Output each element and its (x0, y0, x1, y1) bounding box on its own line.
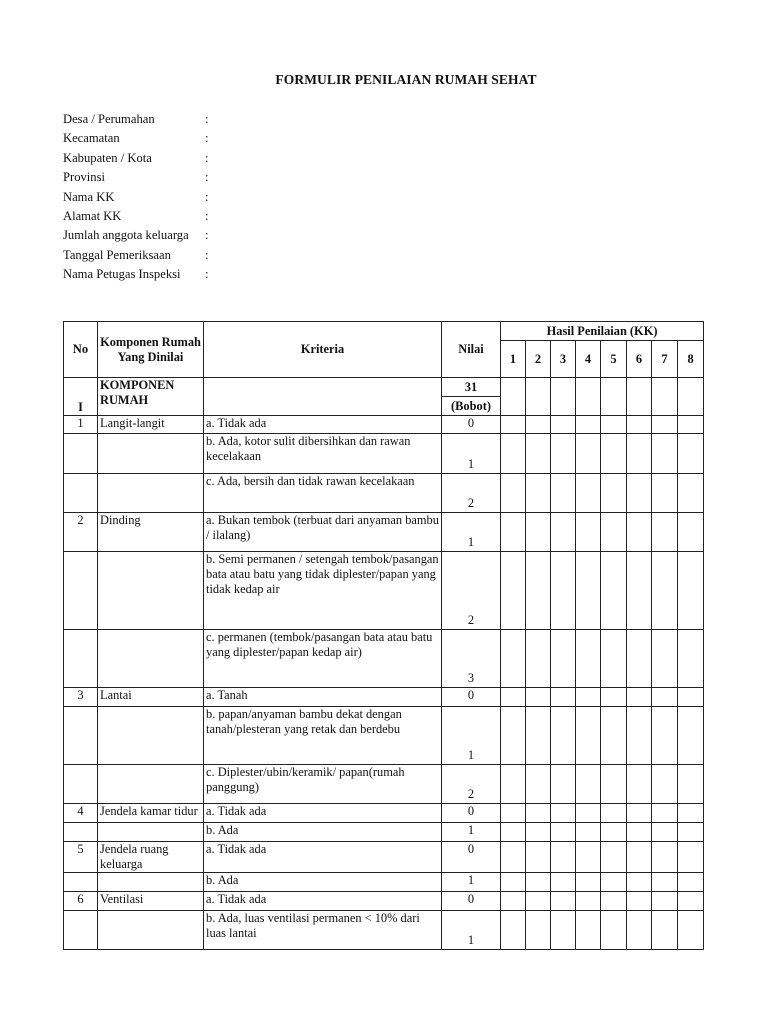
kk-cell[interactable] (501, 688, 526, 707)
kk-cell[interactable] (576, 688, 601, 707)
kk-cell[interactable] (551, 378, 576, 416)
row-no (64, 873, 98, 892)
row-kriteria: b. Ada, kotor sulit dibersihkan dan rawan kecelakaan (204, 434, 442, 474)
kk-cell[interactable] (627, 630, 652, 688)
row-kriteria: a. Tidak ada (204, 416, 442, 434)
row-kriteria: b. Ada (204, 873, 442, 892)
kk-cell[interactable] (551, 765, 576, 804)
kk-column-header: 6 (627, 341, 652, 378)
kk-cell[interactable] (526, 378, 551, 416)
kk-cell[interactable] (501, 552, 526, 630)
kk-cell[interactable] (601, 911, 627, 950)
row-nilai: 1 (442, 823, 501, 842)
kk-cell[interactable] (678, 892, 704, 911)
kk-cell[interactable] (601, 823, 627, 842)
kk-cell[interactable] (576, 842, 601, 873)
kk-cell[interactable] (551, 707, 576, 765)
kk-cell[interactable] (652, 434, 678, 474)
table-row (64, 552, 704, 630)
kk-cell[interactable] (601, 842, 627, 873)
row-nilai: 0 (442, 804, 501, 823)
kk-cell[interactable] (526, 513, 551, 552)
kk-cell[interactable] (601, 688, 627, 707)
row-no: 1 (64, 416, 98, 434)
kk-cell[interactable] (501, 434, 526, 474)
kk-cell[interactable] (652, 416, 678, 434)
kk-cell[interactable] (526, 911, 551, 950)
info-field-label: Jumlah anggota keluarga (63, 228, 189, 243)
kk-cell[interactable] (551, 434, 576, 474)
kk-cell[interactable] (601, 892, 627, 911)
kk-cell[interactable] (601, 552, 627, 630)
row-nilai: 2 (442, 765, 501, 804)
row-komponen: Jendela kamar tidur (98, 804, 204, 823)
row-kriteria: b. Ada (204, 823, 442, 842)
row-kriteria: b. Ada, luas ventilasi permanen < 10% dari luas lantai (204, 911, 442, 950)
row-nilai: 2 (442, 474, 501, 513)
kk-cell[interactable] (501, 513, 526, 552)
row-no: 3 (64, 688, 98, 707)
section-no: I (64, 378, 98, 416)
kk-cell[interactable] (601, 630, 627, 688)
table-row (64, 765, 704, 804)
row-nilai: 3 (442, 630, 501, 688)
kk-cell[interactable] (551, 873, 576, 892)
row-komponen (98, 765, 204, 804)
kk-cell[interactable] (551, 911, 576, 950)
kk-cell[interactable] (526, 434, 551, 474)
kk-cell[interactable] (601, 804, 627, 823)
row-no (64, 765, 98, 804)
row-nilai: 1 (442, 707, 501, 765)
kk-cell[interactable] (501, 707, 526, 765)
kk-cell[interactable] (601, 513, 627, 552)
row-komponen (98, 630, 204, 688)
row-komponen (98, 474, 204, 513)
table-row (64, 911, 704, 950)
row-nilai: 0 (442, 892, 501, 911)
kk-cell[interactable] (526, 892, 551, 911)
row-komponen (98, 707, 204, 765)
table-row (64, 513, 704, 552)
kk-cell[interactable] (576, 892, 601, 911)
row-no (64, 707, 98, 765)
kk-cell[interactable] (652, 892, 678, 911)
kk-cell[interactable] (576, 707, 601, 765)
info-field-colon: : (205, 131, 209, 146)
kk-cell[interactable] (551, 823, 576, 842)
row-no (64, 911, 98, 950)
kk-cell[interactable] (678, 911, 704, 950)
kk-cell[interactable] (627, 911, 652, 950)
kk-cell[interactable] (627, 823, 652, 842)
kk-cell[interactable] (652, 873, 678, 892)
kk-cell[interactable] (501, 804, 526, 823)
kk-cell[interactable] (627, 804, 652, 823)
kk-cell[interactable] (627, 765, 652, 804)
info-field-colon: : (205, 189, 209, 204)
table-row (64, 434, 704, 474)
kk-cell[interactable] (678, 416, 704, 434)
info-field-colon: : (205, 267, 209, 282)
row-no (64, 434, 98, 474)
kk-cell[interactable] (601, 873, 627, 892)
row-komponen (98, 552, 204, 630)
row-kriteria: a. Tidak ada (204, 804, 442, 823)
info-field-label: Provinsi (63, 170, 105, 185)
kk-cell[interactable] (501, 911, 526, 950)
row-nilai: 0 (442, 688, 501, 707)
header-hasil-penilaian: Hasil Penilaian (KK) (501, 322, 704, 341)
row-no (64, 630, 98, 688)
kk-cell[interactable] (652, 765, 678, 804)
section-row (64, 378, 704, 397)
kk-cell[interactable] (526, 842, 551, 873)
info-field-colon: : (205, 170, 209, 185)
row-komponen: Langit-langit (98, 416, 204, 434)
row-nilai: 1 (442, 513, 501, 552)
info-field-colon: : (205, 150, 209, 165)
row-nilai: 1 (442, 873, 501, 892)
row-no (64, 823, 98, 842)
row-komponen: Jendela ruang keluarga (98, 842, 204, 873)
row-kriteria: c. Ada, bersih dan tidak rawan kecelakaan (204, 474, 442, 513)
kk-cell[interactable] (526, 804, 551, 823)
info-field-label: Alamat KK (63, 208, 122, 223)
info-field-label: Nama KK (63, 189, 115, 204)
kk-cell[interactable] (551, 552, 576, 630)
kk-cell[interactable] (652, 688, 678, 707)
assessment-table (63, 321, 704, 950)
info-field-label: Desa / Perumahan (63, 112, 155, 126)
kk-cell[interactable] (652, 378, 678, 416)
row-komponen (98, 823, 204, 842)
kk-cell[interactable] (526, 823, 551, 842)
kk-column-header: 3 (551, 341, 576, 378)
row-komponen: Lantai (98, 688, 204, 707)
kk-cell[interactable] (576, 630, 601, 688)
kk-cell[interactable] (678, 378, 704, 416)
table-row (64, 630, 704, 688)
row-nilai: 0 (442, 416, 501, 434)
table-row (64, 842, 704, 873)
info-field-colon: : (205, 112, 209, 126)
kk-cell[interactable] (551, 892, 576, 911)
kk-cell[interactable] (627, 842, 652, 873)
kk-column-header: 5 (601, 341, 627, 378)
kk-cell[interactable] (501, 823, 526, 842)
kk-cell[interactable] (576, 434, 601, 474)
kk-cell[interactable] (627, 378, 652, 416)
section-nilai-top: 31 (442, 378, 501, 397)
table-row (64, 688, 704, 707)
row-komponen (98, 434, 204, 474)
section-komponen: KOMPONEN RUMAH (98, 378, 204, 416)
kk-cell[interactable] (526, 416, 551, 434)
kk-cell[interactable] (678, 873, 704, 892)
kk-cell[interactable] (678, 552, 704, 630)
kk-cell[interactable] (652, 911, 678, 950)
header-no: No (64, 322, 98, 378)
kk-cell[interactable] (576, 911, 601, 950)
kk-cell[interactable] (526, 552, 551, 630)
form-title: FORMULIR PENILAIAN RUMAH SEHAT (275, 72, 537, 87)
kk-cell[interactable] (627, 416, 652, 434)
kk-cell[interactable] (551, 842, 576, 873)
kk-cell[interactable] (501, 765, 526, 804)
kk-cell[interactable] (678, 630, 704, 688)
table-row (64, 892, 704, 911)
kk-cell[interactable] (652, 630, 678, 688)
info-field-colon: : (205, 208, 209, 223)
kk-cell[interactable] (678, 804, 704, 823)
kk-column-header: 2 (526, 341, 551, 378)
table-row (64, 416, 704, 434)
kk-cell[interactable] (627, 873, 652, 892)
header-komponen: Komponen Rumah Yang Dinilai (98, 322, 204, 378)
row-kriteria: a. Tanah (204, 688, 442, 707)
row-no: 4 (64, 804, 98, 823)
row-kriteria: c. permanen (tembok/pasangan bata atau batu yang diplester/papan kedap air) (204, 630, 442, 688)
kk-cell[interactable] (678, 765, 704, 804)
kk-cell[interactable] (627, 707, 652, 765)
row-nilai: 1 (442, 911, 501, 950)
row-kriteria: c. Diplester/ubin/keramik/ papan(rumah panggung) (204, 765, 442, 804)
kk-cell[interactable] (627, 688, 652, 707)
row-komponen (98, 873, 204, 892)
table-row (64, 707, 704, 765)
info-field-label: Kabupaten / Kota (63, 150, 152, 165)
kk-cell[interactable] (601, 765, 627, 804)
kk-cell[interactable] (501, 474, 526, 513)
kk-cell[interactable] (652, 842, 678, 873)
table-row (64, 823, 704, 842)
row-no: 2 (64, 513, 98, 552)
kk-cell[interactable] (576, 513, 601, 552)
kk-cell[interactable] (652, 804, 678, 823)
row-kriteria: a. Tidak ada (204, 892, 442, 911)
kk-cell[interactable] (627, 552, 652, 630)
kk-column-header: 4 (576, 341, 601, 378)
kk-cell[interactable] (678, 688, 704, 707)
info-field-colon: : (205, 228, 209, 243)
kk-cell[interactable] (652, 474, 678, 513)
row-no: 5 (64, 842, 98, 873)
kk-column-header: 7 (652, 341, 678, 378)
kk-cell[interactable] (501, 842, 526, 873)
kk-cell[interactable] (678, 707, 704, 765)
table-row (64, 804, 704, 823)
kk-cell[interactable] (627, 513, 652, 552)
kk-cell[interactable] (652, 707, 678, 765)
header-kriteria: Kriteria (204, 322, 442, 378)
kk-cell[interactable] (627, 434, 652, 474)
kk-cell[interactable] (601, 434, 627, 474)
kk-cell[interactable] (551, 416, 576, 434)
kk-cell[interactable] (501, 416, 526, 434)
row-no (64, 474, 98, 513)
kk-cell[interactable] (551, 630, 576, 688)
row-kriteria: a. Tidak ada (204, 842, 442, 873)
kk-cell[interactable] (551, 513, 576, 552)
kk-cell[interactable] (576, 474, 601, 513)
row-kriteria: b. papan/anyaman bambu dekat dengan tanah/plesteran yang retak dan berdebu (204, 707, 442, 765)
kk-cell[interactable] (501, 892, 526, 911)
kk-cell[interactable] (551, 474, 576, 513)
info-field-colon: : (205, 247, 209, 262)
kk-cell[interactable] (678, 842, 704, 873)
kk-cell[interactable] (526, 630, 551, 688)
kk-cell[interactable] (551, 688, 576, 707)
table-row (64, 873, 704, 892)
kk-column-header: 1 (501, 341, 526, 378)
row-nilai: 0 (442, 842, 501, 873)
table-row (64, 474, 704, 513)
kk-cell[interactable] (576, 416, 601, 434)
kk-cell[interactable] (526, 707, 551, 765)
row-komponen (98, 911, 204, 950)
kk-cell[interactable] (627, 892, 652, 911)
kk-cell[interactable] (526, 474, 551, 513)
kk-cell[interactable] (576, 765, 601, 804)
kk-cell[interactable] (501, 873, 526, 892)
kk-cell[interactable] (601, 416, 627, 434)
kk-cell[interactable] (576, 873, 601, 892)
kk-cell[interactable] (601, 707, 627, 765)
kk-cell[interactable] (526, 688, 551, 707)
header-nilai: Nilai (442, 322, 501, 378)
kk-cell[interactable] (652, 513, 678, 552)
row-kriteria: a. Bukan tembok (terbuat dari anyaman bambu / ilalang) (204, 513, 442, 552)
row-nilai: 2 (442, 552, 501, 630)
kk-cell[interactable] (576, 823, 601, 842)
row-no (64, 552, 98, 630)
kk-cell[interactable] (576, 552, 601, 630)
kk-cell[interactable] (652, 552, 678, 630)
kk-cell[interactable] (551, 804, 576, 823)
row-komponen: Ventilasi (98, 892, 204, 911)
kk-cell[interactable] (652, 823, 678, 842)
kk-cell[interactable] (601, 378, 627, 416)
row-nilai: 1 (442, 434, 501, 474)
info-field-label: Tanggal Pemeriksaan (63, 247, 171, 262)
row-no: 6 (64, 892, 98, 911)
row-komponen: Dinding (98, 513, 204, 552)
info-field-label: Kecamatan (63, 131, 120, 146)
kk-cell[interactable] (678, 513, 704, 552)
kk-cell[interactable] (576, 804, 601, 823)
kk-cell[interactable] (678, 434, 704, 474)
kk-cell[interactable] (678, 823, 704, 842)
kk-cell[interactable] (526, 873, 551, 892)
kk-cell[interactable] (576, 378, 601, 416)
section-kriteria (204, 378, 442, 416)
kk-cell[interactable] (501, 630, 526, 688)
kk-cell[interactable] (501, 378, 526, 416)
kk-cell[interactable] (678, 474, 704, 513)
kk-cell[interactable] (601, 474, 627, 513)
section-nilai-bottom: (Bobot) (442, 397, 501, 416)
row-kriteria: b. Semi permanen / setengah tembok/pasangan bata atau batu yang tidak diplester/papan yang tidak kedap air (204, 552, 442, 630)
info-field-label: Nama Petugas Inspeksi (63, 267, 181, 282)
kk-column-header: 8 (678, 341, 704, 378)
kk-cell[interactable] (627, 474, 652, 513)
kk-cell[interactable] (526, 765, 551, 804)
